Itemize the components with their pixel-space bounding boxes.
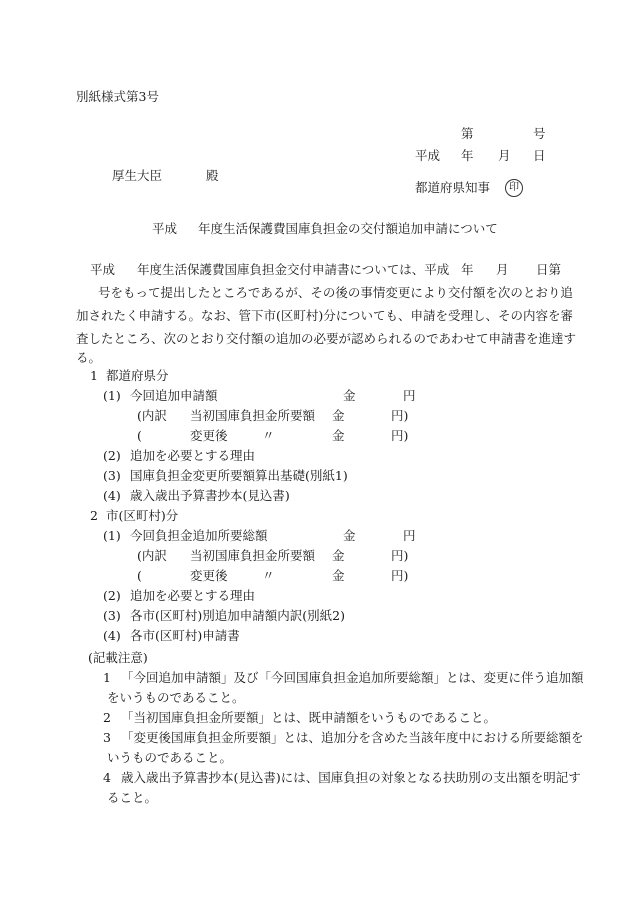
body-line3: 加されたく申請する。なお、管下市(区町村)分についても、申請を受理し、その内容を審 bbox=[76, 308, 574, 323]
s2-breakdown2-yen: 円) bbox=[391, 568, 409, 583]
title-era: 平成 bbox=[152, 221, 178, 236]
s2-breakdown1-open: (内訳 bbox=[137, 548, 167, 563]
s1-item2-label: 追加を必要とする理由 bbox=[130, 448, 256, 463]
note2-line1: 「当初国庫負担金所要額」とは、既申請額をいうものであること。 bbox=[121, 710, 497, 725]
s2-item4-label: 各市(区町村)申請書 bbox=[130, 628, 240, 643]
note1-line1: 「今回追加申請額」及び「今回国庫負担金追加所要総額」とは、変更に伴う追加額 bbox=[121, 670, 584, 685]
sender: 都道府県知事 bbox=[415, 180, 491, 195]
s1-breakdown1-yen: 円) bbox=[391, 408, 409, 423]
s1-breakdown1-kin: 金 bbox=[332, 408, 345, 423]
s1-breakdown1-label: 当初国庫負担金所要額 bbox=[190, 408, 316, 423]
note3-num: 3 bbox=[103, 730, 111, 745]
body-day: 日第 bbox=[536, 262, 562, 277]
note3-line1: 「変更後国庫負担金所要額」とは、追加分を含めた当該年度中における所要総額を bbox=[121, 730, 584, 745]
body-era: 平成 bbox=[90, 262, 116, 277]
s2-item1-yen: 円 bbox=[403, 528, 416, 543]
s1-item1-yen: 円 bbox=[403, 388, 416, 403]
note1-line2: をいうものであること。 bbox=[107, 690, 245, 705]
s1-breakdown2-kin: 金 bbox=[332, 428, 345, 443]
date-day: 日 bbox=[533, 148, 546, 163]
note4-line2: ること。 bbox=[107, 790, 158, 805]
note1-num: 1 bbox=[103, 670, 111, 685]
addressee-name: 厚生大臣 bbox=[112, 168, 163, 183]
document-title: 年度生活保護費国庫負担金の交付額追加申請について bbox=[198, 221, 498, 236]
s2-item1-label: 今回負担金追加所要総額 bbox=[130, 528, 268, 543]
body-line5: る。 bbox=[76, 350, 102, 365]
section1-title: 都道府県分 bbox=[106, 368, 169, 383]
s1-item1-num: (1) bbox=[103, 388, 121, 403]
s1-item4-label: 歳入歳出予算書抄本(見込書) bbox=[130, 488, 290, 503]
s1-breakdown2-open: ( bbox=[137, 428, 142, 443]
notes-heading: (記載注意) bbox=[88, 650, 148, 665]
s2-breakdown1-label: 当初国庫負担金所要額 bbox=[190, 548, 316, 563]
s1-item3-num: (3) bbox=[103, 468, 121, 483]
s1-item2-num: (2) bbox=[103, 448, 121, 463]
form-number: 別紙様式第3号 bbox=[76, 89, 159, 104]
note2-num: 2 bbox=[103, 710, 111, 725]
seal-mark bbox=[505, 179, 523, 197]
s1-breakdown2-ditto: 〃 bbox=[262, 428, 275, 443]
s1-item4-num: (4) bbox=[103, 488, 121, 503]
s2-item1-kin: 金 bbox=[343, 528, 356, 543]
note4-num: 4 bbox=[103, 770, 111, 785]
s1-breakdown2-yen: 円) bbox=[391, 428, 409, 443]
s2-breakdown2-label: 変更後 bbox=[190, 568, 228, 583]
addressee-honorific: 殿 bbox=[206, 168, 219, 183]
body-year: 年 bbox=[461, 262, 474, 277]
date-month: 月 bbox=[498, 148, 511, 163]
s2-breakdown2-ditto: 〃 bbox=[262, 568, 275, 583]
doc-number-dai: 第 bbox=[461, 126, 474, 141]
body-line1: 年度生活保護費国庫負担金交付申請書については、平成 bbox=[137, 262, 450, 277]
doc-number-go: 号 bbox=[533, 126, 546, 141]
s1-breakdown2-label: 変更後 bbox=[190, 428, 228, 443]
s2-breakdown1-yen: 円) bbox=[391, 548, 409, 563]
s2-breakdown1-kin: 金 bbox=[332, 548, 345, 563]
section1-number: 1 bbox=[90, 368, 98, 383]
body-line4: 査したところ、次のとおり交付額の追加の必要が認められるのであわせて申請書を進達す bbox=[76, 331, 577, 346]
date-era: 平成 bbox=[415, 148, 441, 163]
date-year: 年 bbox=[461, 148, 474, 163]
s2-breakdown2-open: ( bbox=[137, 568, 142, 583]
s1-item1-label: 今回追加申請額 bbox=[130, 388, 218, 403]
s1-breakdown1-open: (内訳 bbox=[137, 408, 167, 423]
s2-item3-label: 各市(区町村)別追加申請額内訳(別紙2) bbox=[130, 608, 345, 623]
body-line2: 号をもって提出したところであるが、その後の事情変更により交付額を次のとおり追 bbox=[98, 285, 573, 300]
body-month: 月 bbox=[496, 262, 509, 277]
s2-item2-num: (2) bbox=[103, 588, 121, 603]
s2-breakdown2-kin: 金 bbox=[332, 568, 345, 583]
s2-item2-label: 追加を必要とする理由 bbox=[130, 588, 256, 603]
section2-number: 2 bbox=[90, 508, 98, 523]
note4-line1: 歳入歳出予算書抄本(見込書)には、国庫負担の対象となる扶助別の支出額を明記す bbox=[121, 770, 581, 785]
s2-item4-num: (4) bbox=[103, 628, 121, 643]
s1-item3-label: 国庫負担金変更所要額算出基礎(別紙1) bbox=[130, 468, 348, 483]
note3-line2: いうものであること。 bbox=[107, 750, 233, 765]
s1-item1-kin: 金 bbox=[343, 388, 356, 403]
section2-title: 市(区町村)分 bbox=[106, 508, 179, 523]
s2-item1-num: (1) bbox=[103, 528, 121, 543]
seal-icon: 印 bbox=[505, 179, 523, 197]
s2-item3-num: (3) bbox=[103, 608, 121, 623]
